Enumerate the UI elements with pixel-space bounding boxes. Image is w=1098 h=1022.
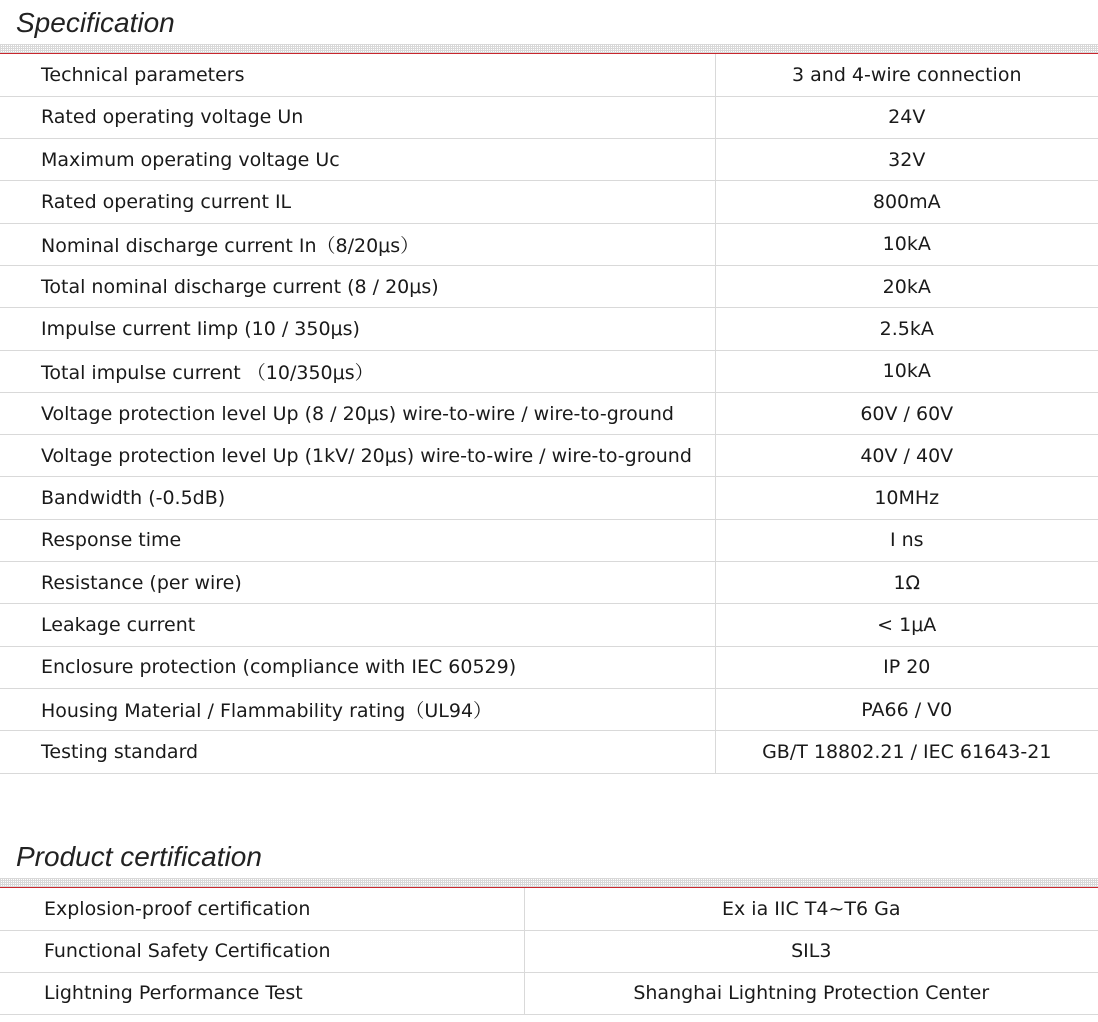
certification-divider [0,878,1098,888]
value-cell: 40V / 40V [715,435,1098,477]
parameter-cell: Lightning Performance Test [0,972,524,1014]
parameter-cell: Housing Material / Flammability rating（UL94） [0,688,715,730]
value-cell: 20kA [715,265,1098,307]
table-row [0,604,1098,646]
table-row [0,519,1098,561]
parameter-cell: Voltage protection level Up (1kV/ 20μs) wire-to-wire / wire-to-ground [0,435,715,477]
parameter-cell: Technical parameters [0,54,715,96]
value-cell: 10kA [715,350,1098,392]
table-row [0,972,1098,1014]
table-row [0,139,1098,181]
table-row [0,223,1098,265]
parameter-cell: Response time [0,519,715,561]
parameter-cell: Impulse current Iimp (10 / 350μs) [0,308,715,350]
value-cell: Ex ia IIC T4~T6 Ga [524,888,1098,930]
parameter-cell: Enclosure protection (compliance with IEC 60529) [0,646,715,688]
parameter-cell: Maximum operating voltage Uc [0,139,715,181]
table-row [0,562,1098,604]
specification-table [0,54,1098,774]
table-row [0,265,1098,307]
table-row [0,392,1098,434]
parameter-cell: Total nominal discharge current (8 / 20μs) [0,265,715,307]
parameter-cell: Voltage protection level Up (8 / 20μs) wire-to-wire / wire-to-ground [0,392,715,434]
certification-table [0,888,1098,1015]
table-row [0,930,1098,972]
value-cell: 32V [715,139,1098,181]
certification-title: Product certification [16,841,262,872]
value-cell: 800mA [715,181,1098,223]
value-cell: 24V [715,96,1098,138]
table-row [0,646,1098,688]
table-row [0,96,1098,138]
value-cell: 10kA [715,223,1098,265]
table-row [0,688,1098,730]
value-cell: < 1μA [715,604,1098,646]
value-cell: 3 and 4-wire connection [715,54,1098,96]
specification-title: Specification [16,7,175,38]
table-row [0,477,1098,519]
value-cell: I ns [715,519,1098,561]
table-row [0,888,1098,930]
parameter-cell: Functional Safety Certification [0,930,524,972]
parameter-cell: Rated operating voltage Un [0,96,715,138]
value-cell: 2.5kA [715,308,1098,350]
parameter-cell: Explosion-proof certification [0,888,524,930]
value-cell: 60V / 60V [715,392,1098,434]
parameter-cell: Nominal discharge current In（8/20μs） [0,223,715,265]
value-cell: IP 20 [715,646,1098,688]
parameter-cell: Leakage current [0,604,715,646]
parameter-cell: Rated operating current IL [0,181,715,223]
value-cell: 10MHz [715,477,1098,519]
parameter-cell: Testing standard [0,731,715,773]
parameter-cell: Total impulse current （10/350μs） [0,350,715,392]
value-cell: SIL3 [524,930,1098,972]
specification-divider [0,44,1098,54]
table-row [0,731,1098,773]
value-cell: Shanghai Lightning Protection Center [524,972,1098,1014]
value-cell: PA66 / V0 [715,688,1098,730]
value-cell: GB/T 18802.21 / IEC 61643-21 [715,731,1098,773]
parameter-cell: Resistance (per wire) [0,562,715,604]
table-row [0,54,1098,96]
table-row [0,181,1098,223]
table-row [0,350,1098,392]
value-cell: 1Ω [715,562,1098,604]
table-row [0,435,1098,477]
parameter-cell: Bandwidth (-0.5dB) [0,477,715,519]
table-row [0,308,1098,350]
